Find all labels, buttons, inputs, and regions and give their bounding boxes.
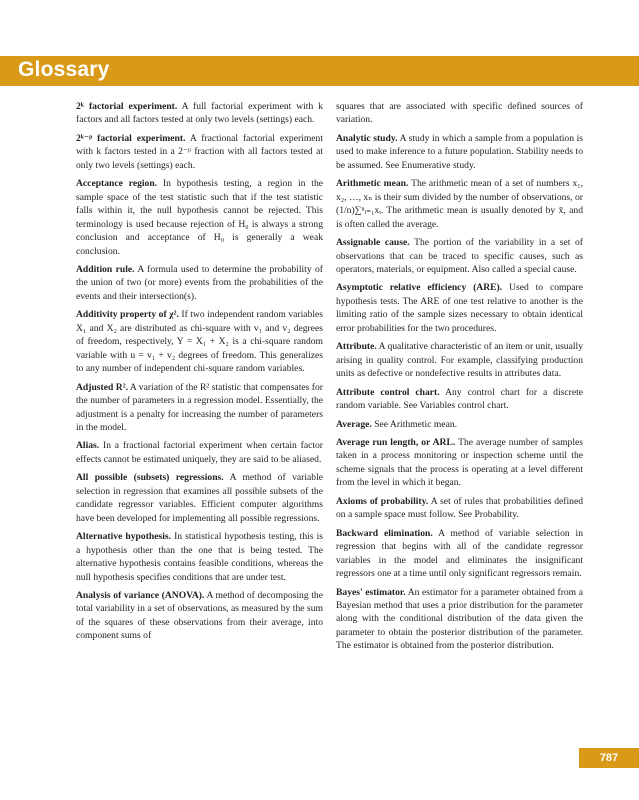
glossary-entry xyxy=(336,527,583,581)
glossary-entry xyxy=(336,586,583,653)
glossary-entry xyxy=(76,132,323,172)
glossary-definition: A variation of the R² statistic that compensates for the number of parameters in a regression model. Essentially, the adjustment is a penalty for increasing the number of parameters in the model. xyxy=(76,381,323,433)
glossary-term: All possible (subsets) regressions. xyxy=(76,472,224,484)
glossary-entry xyxy=(336,281,583,335)
glossary-definition: In statistical hypothesis testing, this is a hypothesis other than the one that is being tested. The alternative hypothesis contains feasible conditions, whereas the null hypothesis specifies conditions that are under test. xyxy=(76,531,323,583)
glossary-term: 2ᵏ⁻ᵖ factorial experiment. xyxy=(76,132,186,144)
glossary-entry xyxy=(76,530,323,584)
glossary-term: Adjusted R². xyxy=(76,381,128,393)
glossary-definition: A set of rules that probabilities defined on a sample space must follow. See Probability. xyxy=(336,495,584,521)
glossary-term: 2ᵏ factorial experiment. xyxy=(76,101,178,112)
glossary-definition: Any control chart for a discrete random variable. See Variables control chart. xyxy=(336,386,584,412)
glossary-term: Assignable cause. xyxy=(336,237,410,249)
glossary-definition: The portion of the variability in a set of observations that can be traced to specific causes, such as operators, materials, or equipment. Also called a special cause. xyxy=(336,237,584,275)
page-number: 787 xyxy=(579,748,639,768)
glossary-entry xyxy=(336,418,583,431)
glossary-entry xyxy=(336,236,583,276)
glossary-definition: The arithmetic mean of a set of numbers x₁, x₂, …, xₙ is their sum divided by the number of observations, or (1/n)∑ⁿᵢ₌₁xᵢ. The arithmetic mean is usually denoted by x̄, and is often called the average. xyxy=(336,178,583,230)
glossary-definition: An estimator for a parameter obtained from a Bayesian method that uses a prior distribution for the parameter along with the conditional distribution of the data given the parameter to obtain the posterior distribution of the parameter. The estimator is obtained from the posterior distribution. xyxy=(336,586,583,652)
glossary-definition: A study in which a sample from a population is used to make inference to a future population. Stability needs to be assumed. See Enumerative study. xyxy=(336,132,583,171)
glossary-entry xyxy=(76,308,323,375)
glossary-term: Acceptance region. xyxy=(76,178,158,190)
glossary-term: Additivity property of χ². xyxy=(76,309,179,321)
glossary-definition: A full factorial experiment with k factors and all factors tested at only two levels (settings) each. xyxy=(76,101,323,126)
glossary-term: Attribute. xyxy=(336,341,377,353)
glossary-term: Alias. xyxy=(76,440,100,452)
glossary-term: Analytic study. xyxy=(336,132,398,144)
glossary-term: Addition rule. xyxy=(76,263,135,275)
glossary-entry xyxy=(336,340,583,380)
left-column xyxy=(76,100,323,648)
glossary-definition: A method of decomposing the total variability in a set of observations, as measured by the sum of the squares of these observations from their average, into component sums of xyxy=(76,589,323,642)
glossary-definition: A formula used to determine the probability of the union of two (or more) events from the probabilities of the events and their intersection(s). xyxy=(76,263,323,302)
glossary-definition: Used to compare hypothesis tests. The ARE of one test relative to another is the limiting ratio of the sample sizes necessary to obtain identical error probabilities for the two procedures. xyxy=(336,282,583,334)
glossary-entry xyxy=(336,386,583,413)
glossary-entry xyxy=(76,100,323,127)
glossary-definition: See Arithmetic mean. xyxy=(374,418,458,430)
glossary-term: Axioms of probability. xyxy=(336,495,429,507)
page-title: Glossary xyxy=(18,58,110,81)
glossary-entry xyxy=(336,436,583,490)
glossary-term: Average run length, or ARL. xyxy=(336,436,456,448)
glossary-term: Average. xyxy=(336,418,372,430)
glossary-definition: If two independent random variables X₁ and X₂ are distributed as chi-square with v₁ and v₂ degrees of freedom, respectively, Y = X₁ + X₂ is a chi-square random variable with u = v₁ + v₂ degrees of freedom. This generalizes to any number of independent chi-square random variables. xyxy=(76,309,323,375)
glossary-definition: The average number of samples taken in a process monitoring or inspection scheme until the scheme signals that the process is operating at a level different from the level in which it began. xyxy=(336,436,583,489)
right-column xyxy=(336,100,583,658)
glossary-definition: In hypothesis testing, a region in the sample space of the test statistic such that if the test statistic falls within it, the null hypothesis cannot be rejected. This terminology is used because rejection of H₀ is always a strong conclusion and acceptance of H₀ is generally a weak conclusion. xyxy=(76,178,323,257)
glossary-definition: A fractional factorial experiment with k factors tested in a 2⁻ᵖ fraction with all factors tested at only two levels (settings) each. xyxy=(76,132,323,171)
glossary-entry xyxy=(336,100,583,127)
glossary-entry xyxy=(336,132,583,172)
glossary-entry xyxy=(76,589,323,643)
glossary-definition: A method of variable selection in regression that begins with all of the candidate regressor variables in the model and eliminates the insignificant regressors one at a time until only significant regressors remain. xyxy=(336,527,584,580)
glossary-definition: squares that are associated with specific defined sources of variation. xyxy=(336,101,583,126)
section-banner xyxy=(0,56,639,86)
glossary-entry xyxy=(76,381,323,435)
glossary-definition: A qualitative characteristic of an item or unit, usually arising in quality control. For example, classifying production units as defective or nondefective results in attributes data. xyxy=(336,341,583,380)
glossary-entry xyxy=(336,495,583,522)
glossary-entry xyxy=(76,439,323,466)
glossary-term: Asymptotic relative efficiency (ARE). xyxy=(336,282,503,294)
glossary-entry xyxy=(336,177,583,231)
glossary-definition: In a fractional factorial experiment when certain factor effects cannot be estimated uniquely, they are said to be aliased. xyxy=(76,440,323,465)
glossary-term: Alternative hypothesis. xyxy=(76,531,172,543)
glossary-term: Arithmetic mean. xyxy=(336,178,409,190)
glossary-definition: A method of variable selection in regression that examines all possible subsets of the candidate regressor variables. Efficient computer algorithms have been developed for implementing all possible regressions. xyxy=(76,472,324,524)
glossary-entry xyxy=(76,263,323,303)
glossary-term: Bayes' estimator. xyxy=(336,586,406,598)
glossary-term: Analysis of variance (ANOVA). xyxy=(76,589,205,601)
glossary-entry xyxy=(76,471,323,525)
glossary-term: Attribute control chart. xyxy=(336,386,440,398)
glossary-term: Backward elimination. xyxy=(336,527,433,539)
glossary-entry xyxy=(76,177,323,258)
